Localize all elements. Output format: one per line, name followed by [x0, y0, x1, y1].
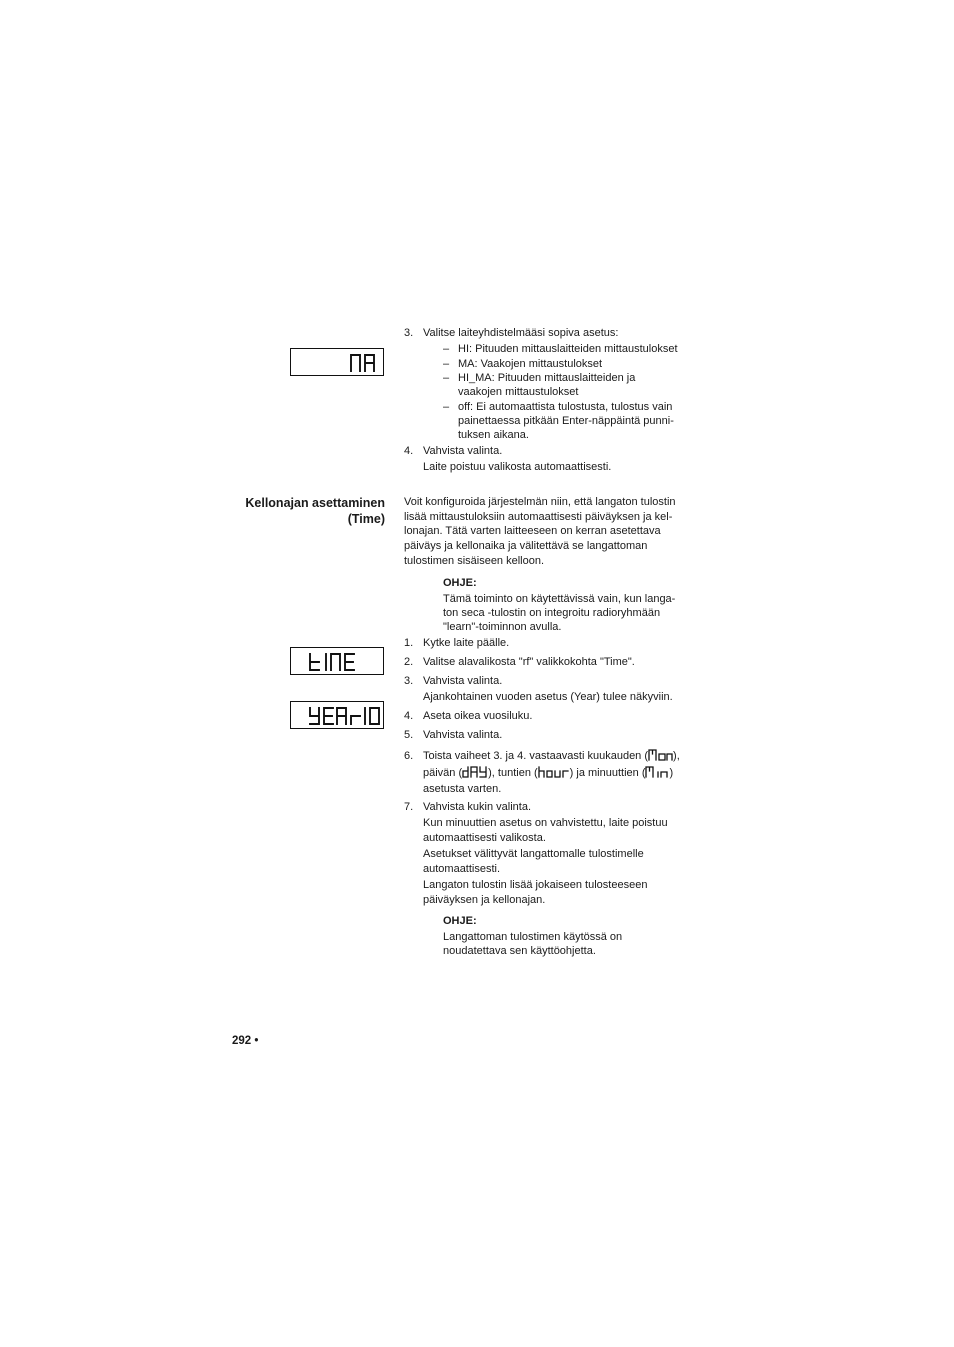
- step-5-number: 5.: [404, 729, 414, 741]
- step-6-text-b: ),: [673, 750, 680, 762]
- step-7-text: Vahvista kukin valinta.: [423, 801, 532, 813]
- step-4-number: 4.: [404, 710, 414, 722]
- note2-heading: OHJE:: [443, 915, 477, 927]
- step-4-number: 4.: [404, 445, 414, 457]
- step-7-line4: automaattisesti.: [423, 863, 501, 875]
- step-6-line3: asetusta varten.: [423, 783, 502, 795]
- step-4-sub: Laite poistuu valikosta automaattisesti.: [423, 461, 612, 473]
- page-number: 292 •: [232, 1035, 259, 1047]
- step-4-text: Aseta oikea vuosiluku.: [423, 710, 533, 722]
- option-dash: –: [443, 358, 450, 370]
- option-dash: –: [443, 372, 450, 384]
- option-dash: –: [443, 343, 450, 355]
- step-7-line2: automaattisesti valikosta.: [423, 832, 546, 844]
- step-4-text: Vahvista valinta.: [423, 445, 503, 457]
- step-3-number: 3.: [404, 327, 414, 339]
- step-3-number: 3.: [404, 675, 414, 687]
- lcd-time-glyphs: [291, 648, 385, 676]
- month-symbol: [648, 749, 673, 766]
- step-3-text: Valitse laiteyhdistelmääsi sopiva asetus:: [423, 327, 619, 339]
- step-6-text-c: päivän (: [423, 767, 463, 779]
- step-6-text-a: Toista vaiheet 3. ja 4. vastaavasti kuukauden (: [423, 750, 649, 762]
- note1-heading: OHJE:: [443, 577, 477, 589]
- step-6-line2: [423, 766, 673, 783]
- section-heading-line1: Kellonajan asettaminen: [245, 496, 385, 510]
- section-heading-line2: (Time): [347, 512, 385, 526]
- intro-line3: lonajan. Tätä varten laitteeseen on kerran asetettava: [404, 525, 661, 537]
- lcd-year-glyphs: [291, 702, 385, 730]
- step-6-text-e: ) ja minuuttien (: [569, 767, 646, 779]
- step-1-text: Kytke laite päälle.: [423, 637, 510, 649]
- step-7-line6: päiväyksen ja kellonajan.: [423, 894, 546, 906]
- step-6-line1: [423, 749, 680, 766]
- note2-line2: noudatettava sen käyttöohjetta.: [443, 945, 596, 957]
- option-off-line2: painettaessa pitkään Enter-näppäintä punni-: [458, 415, 674, 427]
- note1-line2: ton seca -tulostin on integroitu radioryhmään: [443, 607, 661, 619]
- hour-symbol: [538, 766, 570, 783]
- note2-line1: Langattoman tulostimen käytössä on: [443, 931, 623, 943]
- step-2-text: Valitse alavalikosta "rf" valikkokohta "Time".: [423, 656, 635, 668]
- step-6-text-d: ), tuntien (: [488, 767, 538, 779]
- step-6-number: 6.: [404, 750, 414, 762]
- option-hi: HI: Pituuden mittauslaitteiden mittaustulokset: [458, 343, 678, 355]
- step-6-text-f: ): [669, 767, 674, 779]
- option-ma: MA: Vaakojen mittaustulokset: [458, 358, 603, 370]
- option-dash: –: [443, 401, 450, 413]
- note1-line3: "learn"-toiminnon avulla.: [443, 621, 562, 633]
- step-2-number: 2.: [404, 656, 414, 668]
- step-7-line5: Langaton tulostin lisää jokaiseen tulosteeseen: [423, 879, 648, 891]
- step-3-text: Vahvista valinta.: [423, 675, 503, 687]
- lcd-ma-glyphs: [291, 349, 385, 377]
- option-off-line3: tuksen aikana.: [458, 429, 529, 441]
- intro-line4: päiväys ja kellonaika ja välitettävä se langattoman: [404, 540, 648, 552]
- step-7-line3: Asetukset välittyvät langattomalle tulostimelle: [423, 848, 644, 860]
- step-1-number: 1.: [404, 637, 414, 649]
- step-7-line1: Kun minuuttien asetus on vahvistettu, laite poistuu: [423, 817, 668, 829]
- intro-line1: Voit konfiguroida järjestelmän niin, että langaton tulostin: [404, 496, 676, 508]
- option-off-line1: off: Ei automaattista tulostusta, tulostus vain: [458, 401, 673, 413]
- step-5-text: Vahvista valinta.: [423, 729, 503, 741]
- intro-line2: lisää mittaustuloksiin automaattisesti päiväyksen ja kel-: [404, 511, 673, 523]
- day-symbol: [462, 766, 488, 783]
- section-heading: [245, 495, 385, 527]
- note1-line1: Tämä toiminto on käytettävissä vain, kun langa-: [443, 593, 676, 605]
- option-hima-line1: HI_MA: Pituuden mittauslaitteiden ja: [458, 372, 636, 384]
- lcd-display-year: [290, 701, 384, 729]
- step-7-number: 7.: [404, 801, 414, 813]
- step-3-sub: Ajankohtainen vuoden asetus (Year) tulee näkyviin.: [423, 691, 673, 703]
- option-hima-line2: vaakojen mittaustulokset: [458, 386, 579, 398]
- lcd-display-time: [290, 647, 384, 675]
- intro-line5: tulostimen sisäiseen kelloon.: [404, 555, 545, 567]
- lcd-display-ma: [290, 348, 384, 376]
- minute-symbol: [645, 766, 669, 783]
